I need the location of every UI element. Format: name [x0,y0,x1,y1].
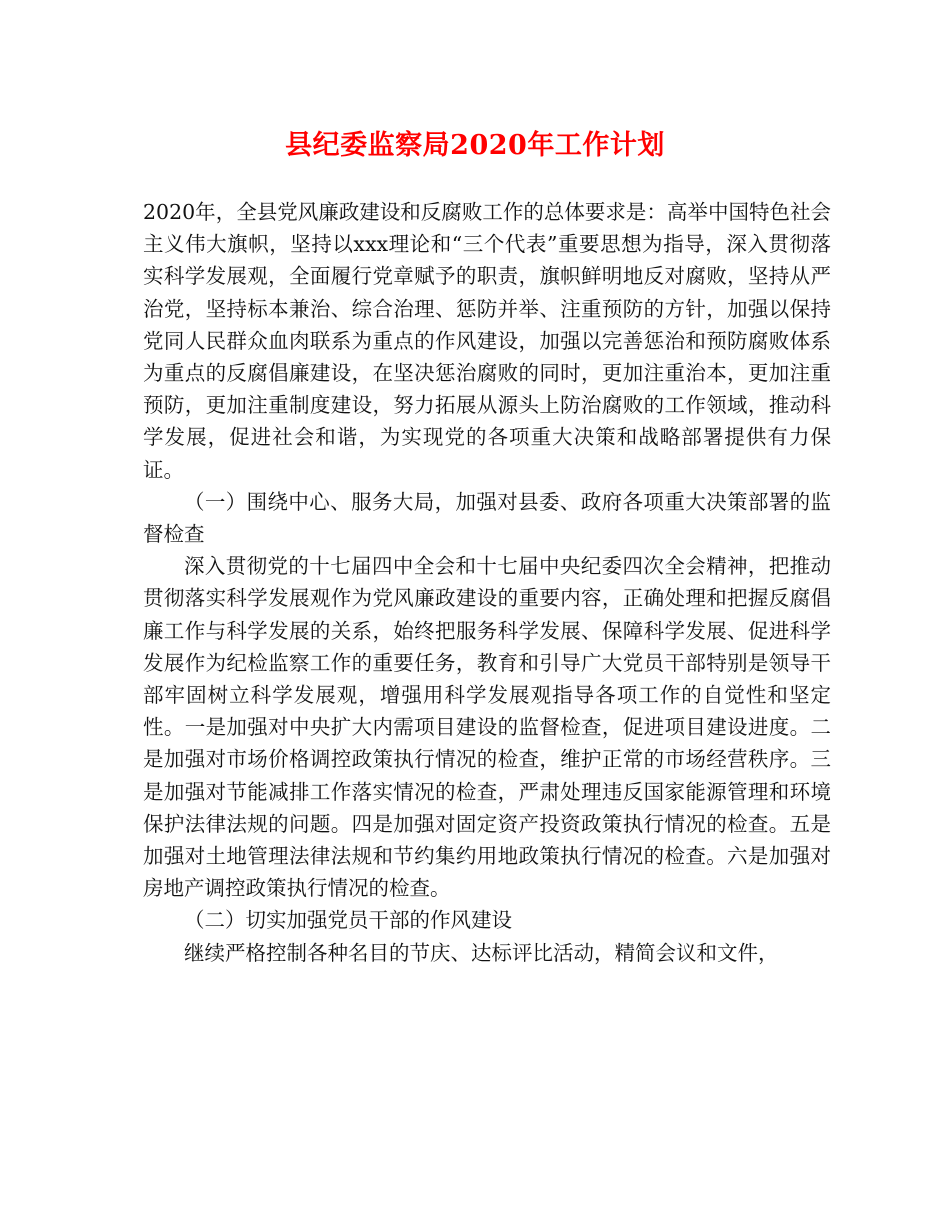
paragraph-general-requirements: 2020年，全县党风廉政建设和反腐败工作的总体要求是：高举中国特色社会主义伟大旗帜，坚持以xxx理论和“三个代表”重要思想为指导，深入贯彻落实科学发展观，全面履行党章赋予的职责，旗帜鲜明地反对腐败，坚持从严治党，坚持标本兼治、综合治理、惩防并举、注重预防的方针，加强以保持党同人民群众血肉联系为重点的作风建设，加强以完善惩治和预防腐败体系为重点的反腐倡廉建设，在坚决惩治腐败的同时，更加注重治本，更加注重预防，更加注重制度建设，努力拓展从源头上防治腐败的工作领域，推动科学发展，促进社会和谐，为实现党的各项重大决策和战略部署提供有力保证。 [143,200,831,482]
paragraph-section-1: 深入贯彻党的十七届四中全会和十七届中央纪委四次全会精神，把推动贯彻落实科学发展观作为党风廉政建设的重要内容，正确处理和把握反腐倡廉工作与科学发展的关系，始终把服务科学发展、保障科学发展、促进科学发展作为纪检监察工作的重要任务，教育和引导广大党员干部特别是领导干部牢固树立科学发展观，增强用科学发展观指导各项工作的自觉性和坚定性。一是加强对中央扩大内需项目建设的监督检查，促进项目建设进度。二是加强对市场价格调控政策执行情况的检查，维护正常的市场经营秩序。三是加强对节能减排工作落实情况的检查，严肃处理违反国家能源管理和环境保护法律法规的问题。四是加强对固定资产投资政策执行情况的检查。五是加强对土地管理法律法规和节约集约用地政策执行情况的检查。六是加强对房地产调控政策执行情况的检查。 [143,554,831,901]
document-title: 县纪委监察局2020年工作计划 [285,130,665,161]
section-heading-2: （二）切实加强党员干部的作风建设 [184,908,512,933]
document-body [143,196,831,969]
section-heading-1: （一）围绕中心、服务大局，加强对县委、政府各项重大决策部署的监督检查 [143,489,831,547]
paragraph-section-2: 继续严格控制各种名目的节庆、达标评比活动，精简会议和文件， [184,940,779,965]
